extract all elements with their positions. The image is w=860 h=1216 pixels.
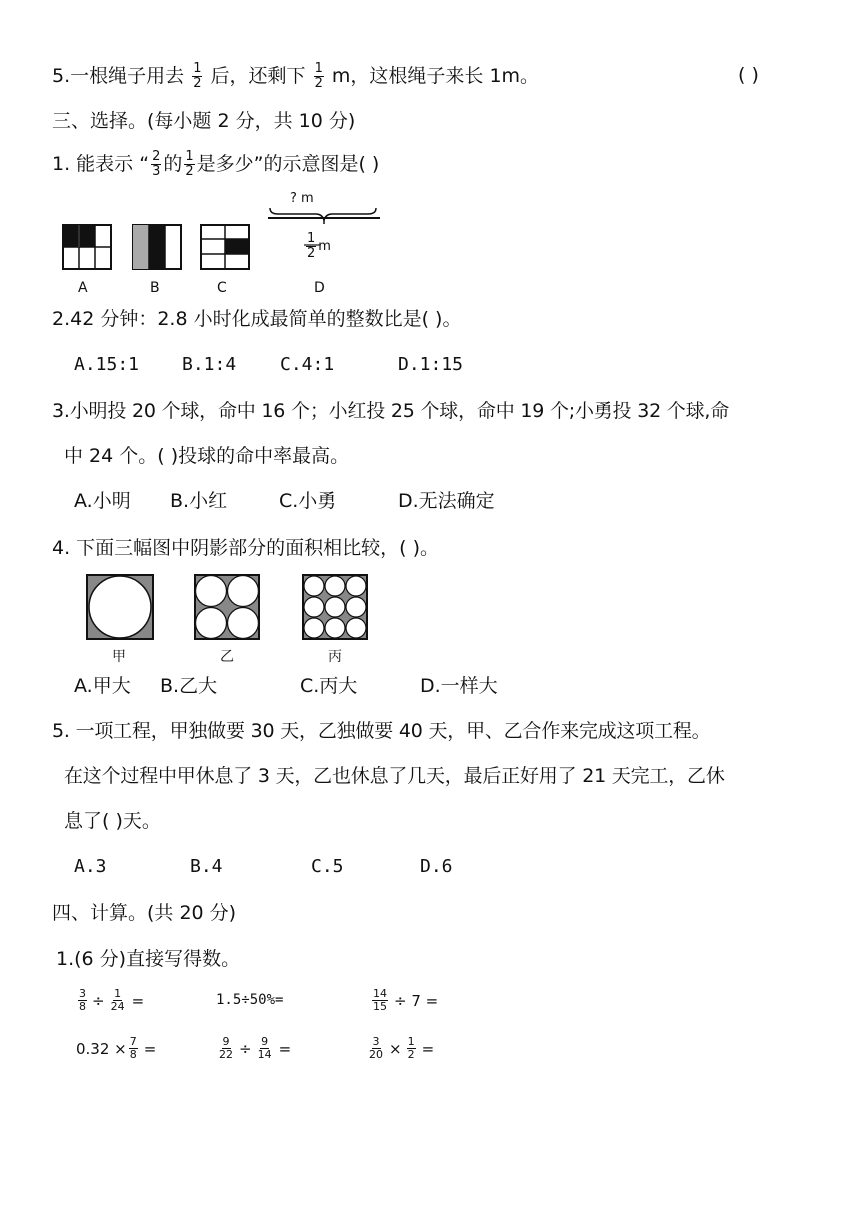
judge-question-5 [52,62,539,91]
shaded-square-bing [302,574,368,640]
option-diagram-c[interactable] [200,224,250,270]
fraction: $\frac{1}{2}$ [185,149,194,179]
shaded-square-yi [194,574,260,640]
option-label-d: D [314,280,325,296]
option-label-c: C [217,280,227,296]
q1-text-part1: 1. 能表示 “ [52,153,150,175]
choice-question-3-line2: 中 24 个。( )投球的命中率最高。 [64,445,350,467]
calc-expression-5: $\frac{9}{22}$ ÷ $\frac{9}{14}$ = [219,1035,292,1061]
calc-expression-3: $\frac{14}{15}$ ÷ 7 = [373,987,439,1013]
option-diagram-b[interactable] [132,224,182,270]
fraction: $\frac{1}{2}$ [314,61,323,91]
calc-expression-2: 1.5÷50%= [216,992,284,1008]
choice-question-5-line1: 5. 一项工程，甲独做要 30 天，乙独做要 40 天，甲、乙合作来完成这项工程。 [52,720,711,742]
calc-expression-6: $\frac{3}{20}$ × $\frac{1}{2}$ = [369,1035,435,1061]
choice-option-b[interactable]: B.4 [190,856,223,877]
figure-label-yi: 乙 [220,649,234,665]
answer-bracket[interactable]: ( ) [738,64,759,86]
option-label-b: B [150,280,160,296]
choice-option-b[interactable]: B.乙大 [160,675,218,697]
choice-option-a[interactable]: A.3 [74,856,107,877]
choice-option-a[interactable]: A.15:1 [74,354,140,375]
choice-option-d[interactable]: D.无法确定 [398,490,495,512]
figure-label-bing: 丙 [328,649,342,665]
choice-question-3-line1: 3.小明投 20 个球，命中 16 个；小红投 25 个球，命中 19 个;小勇投 32 个球,命 [52,400,730,422]
q1-text-part3: 是多少”的示意图是( ) [196,153,380,175]
section-title: 四、计算。(共 20 分) [52,902,237,924]
choice-question-5-line3: 息了( )天。 [64,810,161,832]
section-title: 三、选择。(每小题 2 分，共 10 分) [52,110,356,132]
choice-option-a[interactable]: A.甲大 [74,675,131,697]
choice-question-2: 2.42 分钟：2.8 小时化成最简单的整数比是( )。 [52,308,462,330]
diagram-d-top-label: ? m [290,191,314,206]
choice-option-b[interactable]: B.小红 [170,490,228,512]
option-diagram-a[interactable] [62,224,112,270]
calc-question-1: 1.(6 分)直接写得数。 [56,948,241,970]
q1-text-part2: 的 [163,153,183,175]
choice-option-b[interactable]: B.1:4 [182,354,237,375]
fraction: $\frac{1}{2}$ [193,61,202,91]
choice-question-4: 4. 下面三幅图中阴影部分的面积相比较，( )。 [52,537,440,559]
choice-option-c[interactable]: C.5 [311,856,344,877]
choice-option-c[interactable]: C.丙大 [300,675,358,697]
calc-expression-4: 0.32 × $\frac{7}{8}$ = [76,1035,157,1061]
option-label-a: A [78,280,88,296]
calc-expression-1: $\frac{3}{8}$ ÷ $\frac{1}{24}$ = [79,987,145,1013]
q5-text-part2: 后，还剩下 [210,65,306,87]
choice-option-a[interactable]: A.小明 [74,490,131,512]
q5-text-part3: m，这根绳子来长 1m。 [331,65,540,87]
figure-label-jia: 甲 [112,649,126,665]
choice-option-d[interactable]: D.一样大 [420,675,498,697]
choice-question-5-line2: 在这个过程中甲休息了 3 天，乙也休息了几天，最后正好用了 21 天完工，乙休 [64,765,725,787]
fraction: $\frac{2}{3}$ [152,149,161,179]
q5-text-part1: 5.一根绳子用去 [52,65,185,87]
choice-option-d[interactable]: D.6 [420,856,453,877]
choice-option-c[interactable]: C.小勇 [279,490,337,512]
choice-question-1 [52,150,379,179]
diagram-d-fraction: $\frac{1}{2}$ m [307,231,331,261]
choice-option-d[interactable]: D.1:15 [398,354,464,375]
choice-option-c[interactable]: C.4:1 [280,354,335,375]
shaded-square-jia [86,574,154,640]
